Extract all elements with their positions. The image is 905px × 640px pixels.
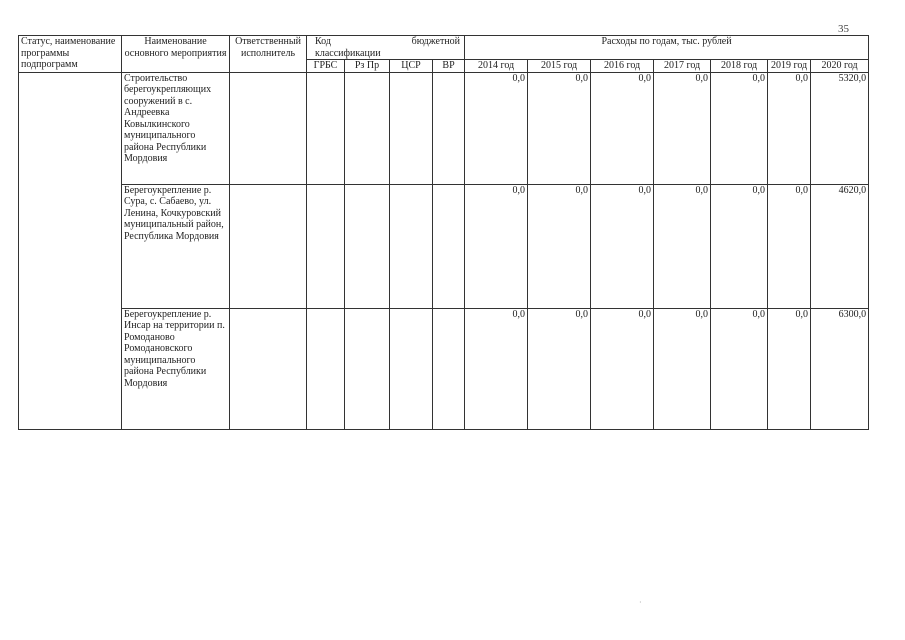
rzpr-cell (345, 184, 390, 308)
name-header: Наименование основного мероприятия (122, 36, 230, 73)
value-cell-2017: 0,0 (654, 184, 711, 308)
responsible-cell (230, 72, 307, 184)
grbs-header: ГРБС (307, 60, 345, 73)
responsible-cell (230, 184, 307, 308)
rzpr-cell (345, 308, 390, 429)
value-cell-2018: 0,0 (711, 72, 768, 184)
budget-code-label-left: Код (315, 36, 331, 47)
value-cell-2015: 0,0 (528, 72, 591, 184)
value-cell-2020: 5320,0 (811, 72, 869, 184)
page-number: 35 (838, 23, 849, 35)
csr-cell (390, 184, 433, 308)
value-cell-2020: 6300,0 (811, 308, 869, 429)
value-cell-2016: 0,0 (591, 184, 654, 308)
value-cell-2017: 0,0 (654, 308, 711, 429)
value-cell-2016: 0,0 (591, 308, 654, 429)
csr-cell (390, 308, 433, 429)
vr-cell (433, 72, 465, 184)
status-header: Статус, наименование программы подпрограмм (19, 36, 122, 73)
year-header-2015: 2015 год (528, 60, 591, 73)
vr-cell (433, 308, 465, 429)
grbs-cell (307, 184, 345, 308)
activity-name-cell: Строительство берегоукрепляющих сооружений в с. Андреевка Ковылкинского муниципального района Республики Мордовия (122, 72, 230, 184)
responsible-header: Ответственный исполнитель (230, 36, 307, 73)
budget-code-header (307, 36, 465, 60)
year-header-2019: 2019 год (768, 60, 811, 73)
value-cell-2019: 0,0 (768, 184, 811, 308)
status-cell (19, 72, 122, 429)
table-row (19, 184, 869, 308)
budget-code-label-bottom: классификации (315, 47, 381, 59)
responsible-cell (230, 308, 307, 429)
value-cell-2020: 4620,0 (811, 184, 869, 308)
budget-code-label-right: бюджетной (411, 36, 461, 47)
value-cell-2015: 0,0 (528, 184, 591, 308)
value-cell-2018: 0,0 (711, 308, 768, 429)
budget-table (18, 35, 869, 430)
expenses-header: Расходы по годам, тыс. рублей (465, 36, 869, 60)
value-cell-2014: 0,0 (465, 308, 528, 429)
header-row-1 (19, 36, 869, 60)
value-cell-2015: 0,0 (528, 308, 591, 429)
vr-header: ВР (433, 60, 465, 73)
value-cell-2014: 0,0 (465, 184, 528, 308)
activity-name-cell: Берегоукрепление р. Инсар на территории п. Ромоданово Ромодановского муниципального района Республики Мордовия (122, 308, 230, 429)
value-cell-2014: 0,0 (465, 72, 528, 184)
year-header-2018: 2018 год (711, 60, 768, 73)
value-cell-2016: 0,0 (591, 72, 654, 184)
year-header-2017: 2017 год (654, 60, 711, 73)
table-row (19, 72, 869, 184)
grbs-cell (307, 72, 345, 184)
rzpr-header: Рз Пр (345, 60, 390, 73)
scan-artifact: · (639, 598, 642, 607)
csr-cell (390, 72, 433, 184)
table-row (19, 308, 869, 429)
year-header-2016: 2016 год (591, 60, 654, 73)
csr-header: ЦСР (390, 60, 433, 73)
value-cell-2019: 0,0 (768, 72, 811, 184)
vr-cell (433, 184, 465, 308)
rzpr-cell (345, 72, 390, 184)
grbs-cell (307, 308, 345, 429)
year-header-2020: 2020 год (811, 60, 869, 73)
year-header-2014: 2014 год (465, 60, 528, 73)
activity-name-cell: Берегоукрепление р. Сура, с. Сабаево, ул. Ленина, Кочкуровский муниципальный район, Республика Мордовия (122, 184, 230, 308)
value-cell-2017: 0,0 (654, 72, 711, 184)
value-cell-2018: 0,0 (711, 184, 768, 308)
value-cell-2019: 0,0 (768, 308, 811, 429)
